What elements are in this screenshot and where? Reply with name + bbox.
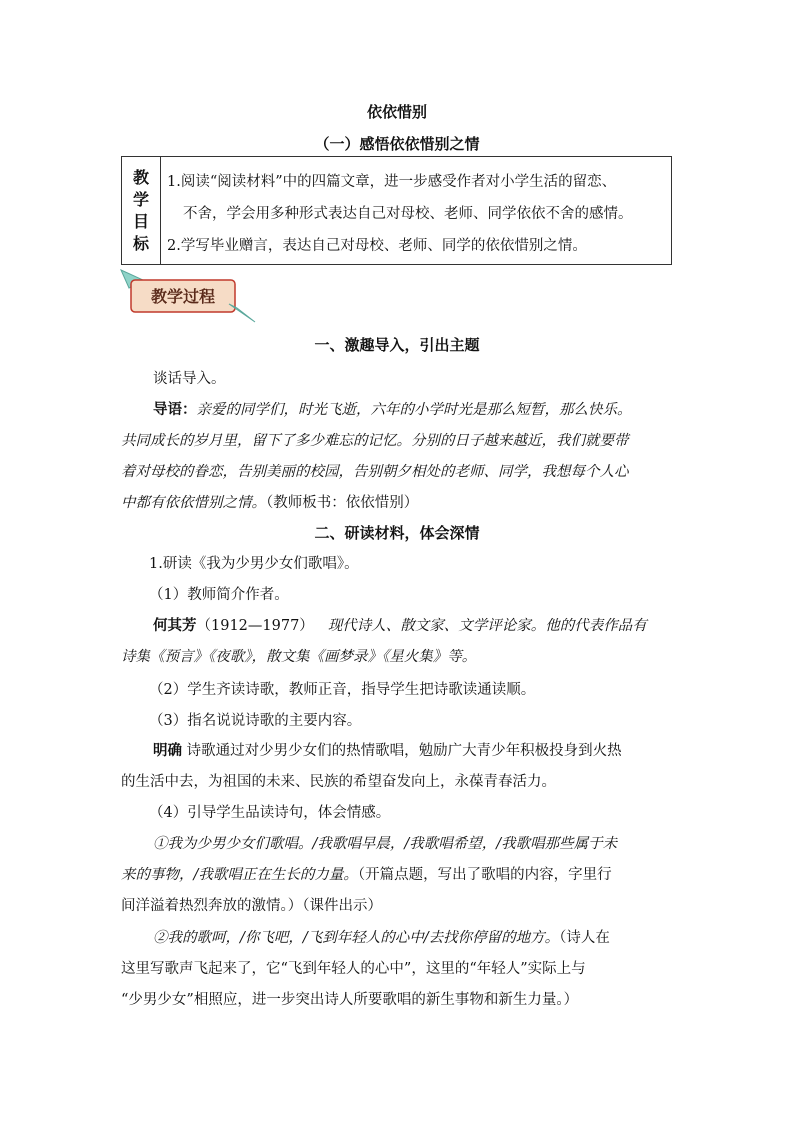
quote-note: “少男少女”相照应，进一步突出诗人所要歌唱的新生事物和新生力量。） [121,992,579,1008]
teaching-goals-table [121,156,672,265]
board-note: （教师板书：依依惜别） [266,495,419,511]
lead-text: 共同成长的岁月里，留下了多少难忘的记忆。分别的日子越来越近，我们就要带 [121,433,629,449]
badge-graphic [119,268,259,328]
lead-paragraph [121,395,677,519]
clarify-text: 的生活中去，为祖国的未来、民族的希望奋发向上，永葆青春活力。 [121,774,556,790]
teaching-process-badge [119,268,259,328]
quote-note: 这里写歌声飞起来了，它“飞到年轻人的心中”，这里的“年轻人”实际上与 [121,961,586,977]
quote-text: 来的事物，/我歌唱正在生长的力量。 [121,867,358,883]
lead-label: 导语： [153,402,197,418]
paper-plane-icon [229,304,255,322]
lead-text: 亲爱的同学们，时光飞逝，六年的小学时光是那么短暂，那么快乐。 [196,402,632,418]
goals-header-char: 教 [132,167,149,187]
goal-line: 2.学写毕业赠言，表达自己对母校、老师、同学的依依惜别之情。 [167,238,587,254]
paragraph: （4）引导学生品读诗句，体会情感。 [149,805,391,821]
paragraph: （1）教师简介作者。 [149,587,289,603]
quote-note: 间洋溢着热烈奔放的激情。）（课件出示） [121,898,382,914]
paragraph: （3）指名说说诗歌的主要内容。 [149,713,362,729]
section-heading-1: 一、激趣导入，引出主题 [314,336,480,354]
goal-line: 1.阅读“阅读材料”中的四篇文章，进一步感受作者对小学生活的留恋、 [167,174,617,190]
clarify-label: 明确 [153,743,182,759]
quote-1 [121,829,677,922]
goals-header-char: 标 [132,233,149,253]
goals-header [122,157,161,264]
section-heading-2: 二、研读材料，体会深情 [314,524,480,542]
author-years: （1912—1977） [196,618,314,634]
lead-text: 着对母校的眷恋，告别美丽的校园，告别朝夕相处的老师、同学，我想每个人心 [121,464,629,480]
page-subtitle: （一）感悟依依惜别之情 [314,135,480,153]
clarify-text: 诗歌通过对少男少女们的热情歌唱，勉励广大青少年积极投身到火热 [182,743,622,759]
quote-note: （开篇点题，写出了歌唱的内容，字里行 [357,867,612,883]
quote-text: ①我为少男少女们歌唱。/我歌唱早晨，/我歌唱希望，/我歌唱那些属于未 [153,836,618,852]
author-name: 何其芳 [153,618,197,634]
author-desc: 现代诗人、散文家、文学评论家。他的代表作品有 [327,618,647,634]
quote-text: ②我的歌呵，/你飞吧，/飞到年轻人的心中/去找你停留的地方。 [153,930,560,946]
goal-line: 不舍，学会用多种形式表达自己对母校、老师、同学依依不舍的感情。 [183,206,633,222]
paragraph: 1.研读《我为少男少女们歌唱》。 [149,556,359,572]
goals-body [161,157,671,264]
page-title: 依依惜别 [366,103,427,121]
author-intro [121,611,677,673]
quote-2 [121,923,677,1016]
paragraph: 谈话导入。 [153,371,226,387]
quote-note: （诗人在 [559,930,610,946]
author-desc: 诗集《预言》《夜歌》，散文集《画梦录》《星火集》等。 [121,649,477,665]
clarify-paragraph [121,736,677,798]
goals-header-char: 目 [132,211,149,231]
badge-label: 教学过程 [150,287,216,306]
lead-text: 中都有依依惜别之情。 [121,495,266,511]
goals-header-char: 学 [132,189,149,209]
paragraph: （2）学生齐读诗歌，教师正音，指导学生把诗歌读通读顺。 [149,682,536,698]
